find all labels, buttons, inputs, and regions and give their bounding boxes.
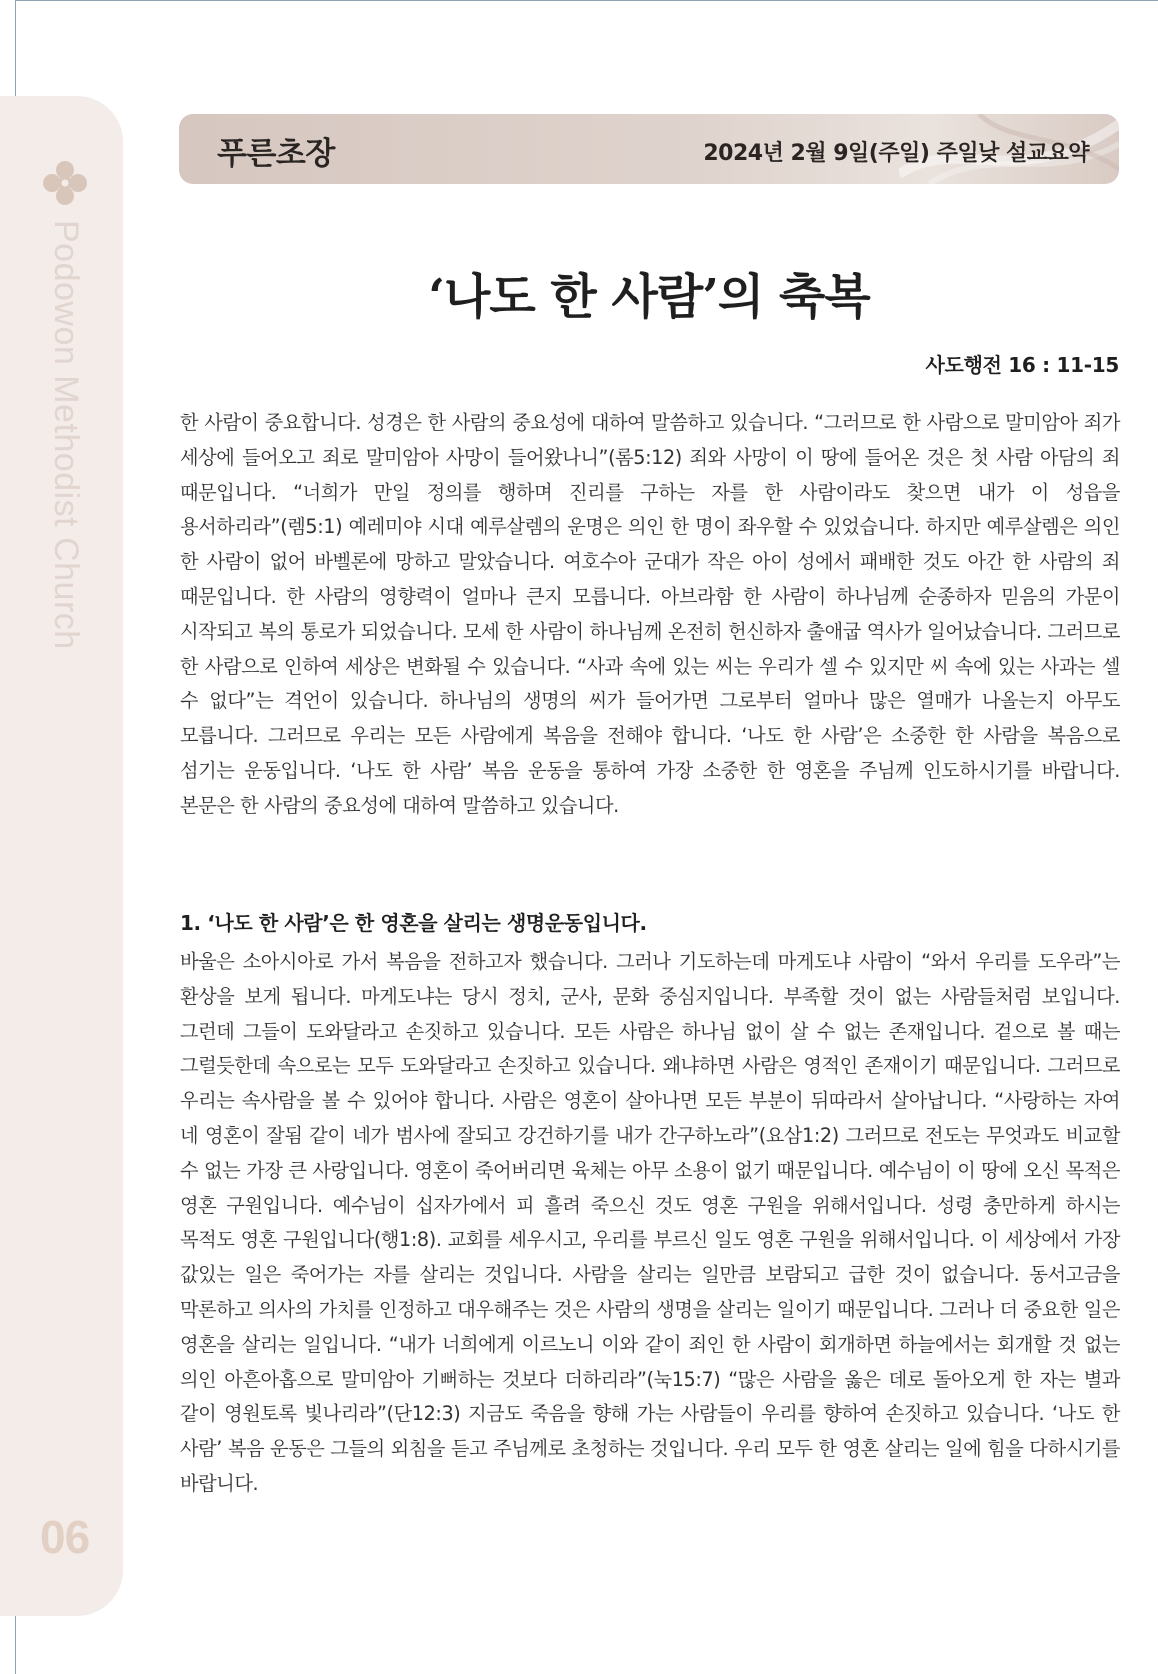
scripture-reference: 사도행전 16 : 11-15	[925, 353, 1119, 377]
page-border-top	[15, 0, 1158, 1]
body-paragraph: 한 사람이 중요합니다. 성경은 한 사람의 중요성에 대하여 말씀하고 있습니다. “그러므로 한 사람으로 말미암아 죄가 세상에 들어오고 죄로 말미암아 사망이 들어왔나니”(롬5:12) 죄와 사망이 이 땅에 들어온 것은 첫 사람 아담의 죄 때문입니다. “너희가 만일 정의를 행하며 진리를 구하는 자를 한 사람이라도 찾으면 내가 이 성읍을 용서하리라”(렘5:1) 예레미야 시대 예루살렘의 운명은 의인 한 명이 좌우할 수 있었습니다. 하지만 예루살렘은 의인 한 사람이 없어 바벨론에 망하고 말았습니다. 여호수아 군대가 작은 아이 성에서 패배한 것도 아간 한 사람의 죄 때문입니다. 한 사람의 영향력이 얼마나 큰지 모릅니다. 아브라함 한 사람이 하나님께 순종하자 믿음의 가문이 시작되고 복의 통로가 되었습니다. 모세 한 사람이 하나님께 온전히 헌신하자 출애굽 역사가 일어났습니다. 그러므로 한 사람으로 인하여 세상은 변화될 수 있습니다. “사과 속에 있는 씨는 우리가 셀 수 있지만 씨 속에 있는 사과는 셀 수 없다”는 격언이 있습니다. 하나님의 생명의 씨가 들어가면 그로부터 얼마나 많은 열매가 나올는지 아무도 모릅니다. 그러므로 우리는 모든 사람에게 복음을 전해야 합니다. ‘나도 한 사람’은 소중한 한 사람을 복음으로 섬기는 운동입니다. ‘나도 한 사람’ 복음 운동을 통하여 가장 소중한 한 영혼을 주님께 인도하시기를 바랍니다. 본문은 한 사람의 중요성에 대하여 말씀하고 있습니다.	[180, 411, 1120, 817]
section-name: 푸른초장	[217, 136, 335, 172]
page-number: 06	[40, 1511, 90, 1563]
section-heading: 1. ‘나도 한 사람’은 한 영혼을 살리는 생명운동입니다.	[180, 911, 647, 935]
sermon-title: ‘나도 한 사람’의 축복	[428, 269, 870, 325]
four-petal-cross-icon	[40, 158, 90, 208]
header-band	[179, 114, 1119, 184]
church-name: Podowon Methodist Church	[47, 220, 85, 650]
body-paragraph: 바울은 소아시아로 가서 복음을 전하고자 했습니다. 그러나 기도하는데 마게도냐 사람이 “와서 우리를 도우라”는 환상을 보게 됩니다. 마게도냐는 당시 정치, 군사, 문화 중심지입니다. 부족할 것이 없는 사람들처럼 보입니다. 그런데 그들이 도와달라고 손짓하고 있습니다. 모든 사람은 하나님 없이 살 수 없는 존재입니다. 겉으로 볼 때는 그럴듯한데 속으로는 모두 도와달라고 손짓하고 있습니다. 왜냐하면 사람은 영적인 존재이기 때문입니다. 그러므로 우리는 속사람을 볼 수 있어야 합니다. 사람은 영혼이 살아나면 모든 부분이 뒤따라서 살아납니다. “사랑하는 자여 네 영혼이 잘됨 같이 네가 범사에 잘되고 강건하기를 내가 간구하노라”(요삼1:2) 그러므로 전도는 무엇과도 비교할 수 없는 가장 큰 사랑입니다. 영혼이 죽어버리면 육체는 아무 소용이 없기 때문입니다. 예수님이 이 땅에 오신 목적은 영혼 구원입니다. 예수님이 십자가에서 피 흘려 죽으신 것도 영혼 구원을 위해서입니다. 성령 충만하게 하시는 목적도 영혼 구원입니다(행1:8). 교회를 세우시고, 우리를 부르신 일도 영혼 구원을 위해서입니다. 이 세상에서 가장 값있는 일은 죽어가는 자를 살리는 것입니다. 사람을 살리는 일만큼 보람되고 급한 것이 없습니다. 동서고금을 막론하고 의사의 가치를 인정하고 대우해주는 것은 사람의 생명을 살리는 일이기 때문입니다. 그러나 더 중요한 일은 영혼을 살리는 일입니다. “내가 너희에게 이르노니 이와 같이 죄인 한 사람이 회개하면 하늘에서는 회개할 것 없는 의인 아흔아홉으로 말미암아 기뻐하는 것보다 더하리라”(눅15:7) “많은 사람을 옳은 데로 돌아오게 한 자는 별과 같이 영원토록 빛나리라”(단12:3) 지금도 죽음을 향해 가는 사람들이 우리를 향하여 손짓하고 있습니다. ‘나도 한 사람’ 복음 운동은 그들의 외침을 듣고 주님께로 초청하는 것입니다. 우리 모두 한 영혼 살리는 일에 힘을 다하시기를 바랍니다.	[180, 950, 1120, 1495]
sermon-date: 2024년 2월 9일(주일) 주일낮 설교요약	[703, 141, 1089, 166]
